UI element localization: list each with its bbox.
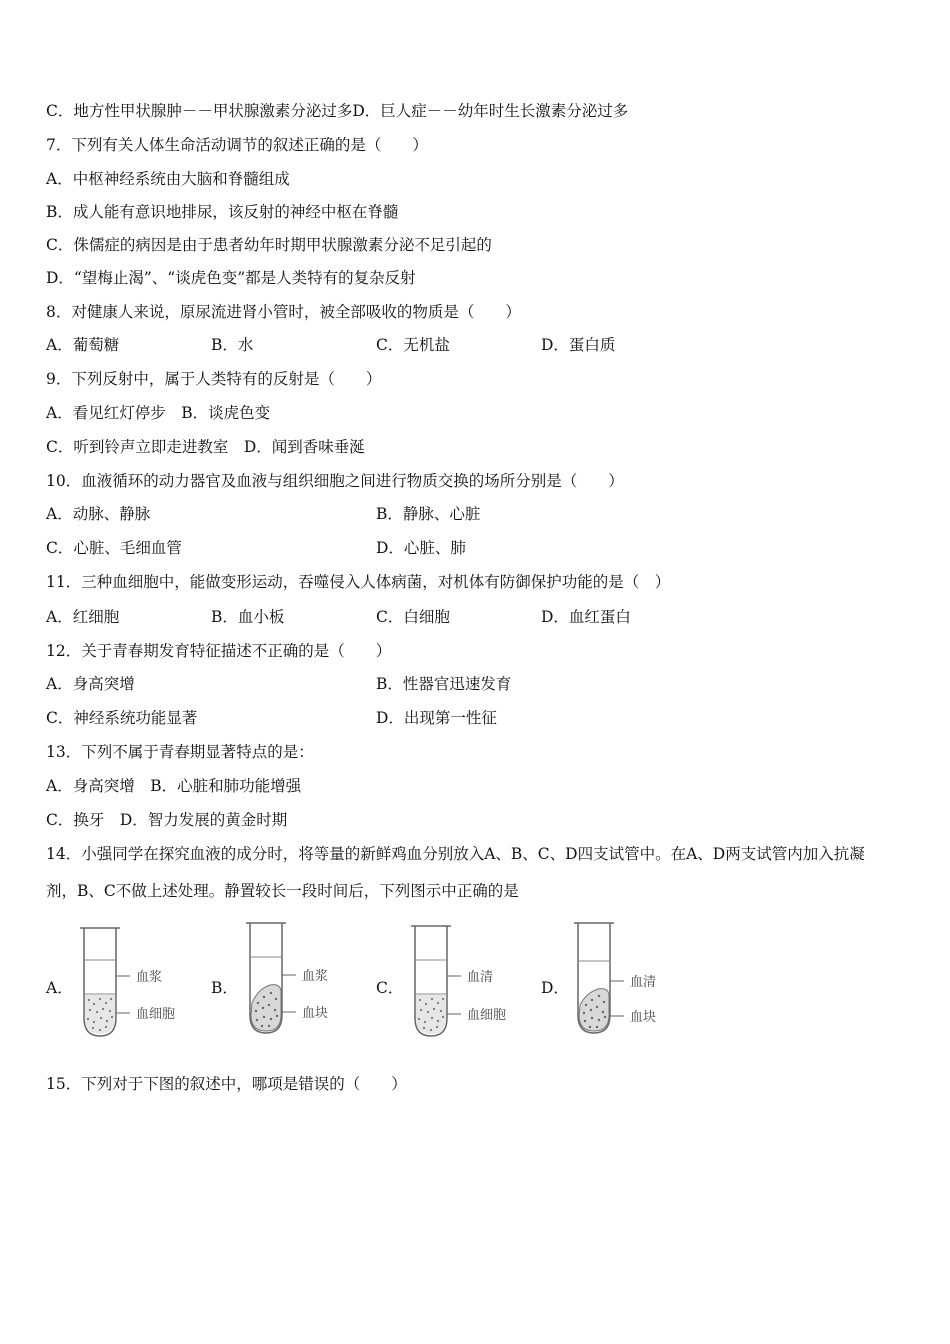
q12-option-b: B．性器官迅速发育 (376, 675, 512, 693)
question-9: 9．下列反射中，属于人类特有的反射是（ ） (46, 370, 382, 388)
q10-option-d: D．心脏、肺 (376, 539, 466, 557)
test-tube-a-image (72, 920, 202, 1045)
q11-option-d: D．血红蛋白 (541, 608, 631, 626)
question-7: 7．下列有关人体生命活动调节的叙述正确的是（ ） (46, 136, 428, 154)
q11-option-a: A．红细胞 (46, 608, 120, 626)
test-tube-d-image (566, 915, 696, 1040)
q8-option-c: C．无机盐 (376, 336, 450, 354)
line-c-option: C．地方性甲状腺肿－－甲状腺激素分泌过多D．巨人症－－幼年时生长激素分泌过多 (46, 102, 629, 120)
tube-a-letter: A． (46, 979, 73, 997)
q8-option-b: B．水 (211, 336, 254, 354)
q7-option-b: B．成人能有意识地排尿，该反射的神经中枢在脊髓 (46, 203, 399, 221)
q11-option-c: C．白细胞 (376, 608, 450, 626)
q11-option-b: B．血小板 (211, 608, 285, 626)
tube-b-bottom-label: 血块 (302, 1006, 329, 1021)
q12-option-d: D．出现第一性征 (376, 709, 497, 727)
tube-c-top-label: 血清 (467, 970, 494, 985)
tube-a-bottom-label: 血细胞 (136, 1007, 176, 1022)
q9-options-cd: C．听到铃声立即走进教室 D．闻到香味垂涎 (46, 438, 365, 456)
tube-d-letter: D． (541, 979, 569, 997)
q13-options-cd: C．换牙 D．智力发展的黄金时期 (46, 811, 288, 829)
test-tube-c-image (403, 918, 533, 1043)
q8-option-a: A．葡萄糖 (46, 336, 120, 354)
tube-a-top-label: 血浆 (136, 970, 163, 985)
question-8: 8．对健康人来说，原尿流进肾小管时，被全部吸收的物质是（ ） (46, 303, 521, 321)
question-14-line2: 剂，B、C不做上述处理。静置较长一段时间后，下列图示中正确的是 (46, 882, 519, 900)
tube-c-letter: C． (376, 979, 404, 997)
q7-option-a: A．中枢神经系统由大脑和脊髓组成 (46, 170, 290, 188)
question-12: 12．关于青春期发育特征描述不正确的是（ ） (46, 642, 392, 660)
question-13: 13．下列不属于青春期显著特点的是： (46, 743, 314, 761)
q9-options-ab: A．看见红灯停步 B．谈虎色变 (46, 404, 271, 422)
question-14-line1: 14．小强同学在探究血液的成分时，将等量的新鲜鸡血分别放入A、B、C、D四支试管中。在A、D两支试管内加入抗凝 (46, 845, 865, 863)
tube-d-bottom-label: 血块 (630, 1010, 657, 1025)
q8-option-d: D．蛋白质 (541, 336, 616, 354)
tube-b-top-label: 血浆 (302, 969, 329, 984)
tube-c-bottom-label: 血细胞 (467, 1008, 507, 1023)
question-11: 11．三种血细胞中，能做变形运动，吞噬侵入人体病菌，对机体有防御保护功能的是（ ） (46, 573, 671, 591)
q12-option-c: C．神经系统功能显著 (46, 709, 198, 727)
tube-b-letter: B． (211, 979, 238, 997)
q12-option-a: A．身高突增 (46, 675, 135, 693)
q7-option-d: D．“望梅止渴”、“谈虎色变”都是人类特有的复杂反射 (46, 269, 416, 287)
q10-option-b: B．静脉、心脏 (376, 505, 481, 523)
q10-option-c: C．心脏、毛细血管 (46, 539, 182, 557)
tube-d-top-label: 血清 (630, 975, 657, 990)
q10-option-a: A．动脉、静脉 (46, 505, 151, 523)
question-10: 10．血液循环的动力器官及血液与组织细胞之间进行物质交换的场所分别是（ ） (46, 472, 624, 490)
question-15: 15．下列对于下图的叙述中，哪项是错误的（ ） (46, 1075, 407, 1093)
q13-options-ab: A．身高突增 B．心脏和肺功能增强 (46, 777, 302, 795)
test-tube-b-image (238, 915, 368, 1040)
q7-option-c: C．侏儒症的病因是由于患者幼年时期甲状腺激素分泌不足引起的 (46, 236, 492, 254)
